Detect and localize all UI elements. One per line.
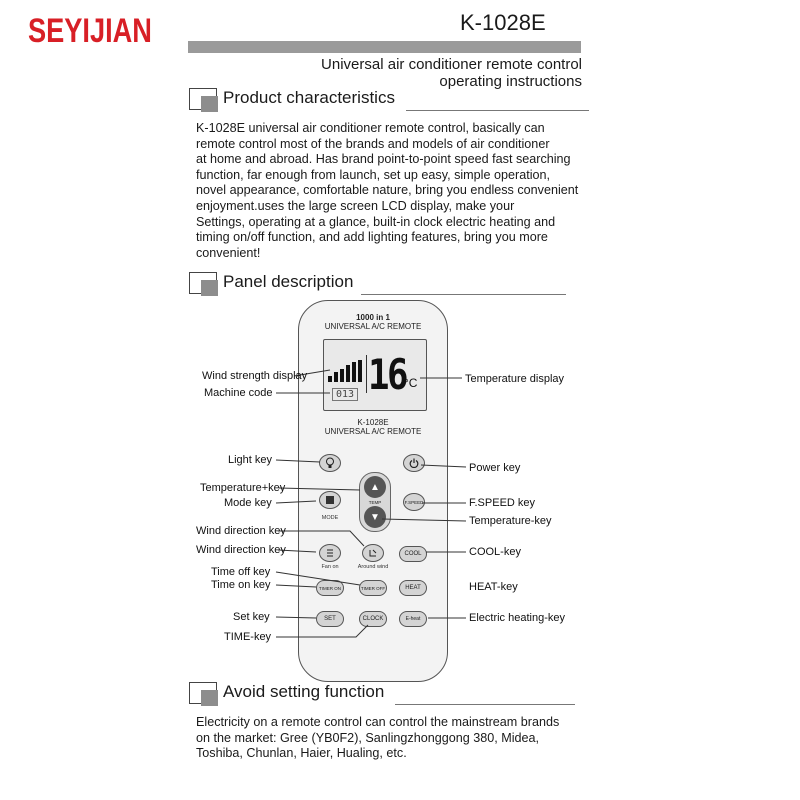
callout-temperature-plus: Temperature+key: [200, 482, 286, 494]
mode-button-label: MODE: [321, 515, 339, 521]
callout-heat-key: HEAT-key: [469, 581, 518, 593]
subtitle-line: operating instructions: [439, 73, 582, 90]
section-title: Avoid setting function: [223, 682, 385, 701]
temperature-rocker-label: TEMP: [368, 500, 382, 505]
timer-on-button[interactable]: TIMER ON: [316, 580, 344, 596]
section-square-icon: [189, 682, 219, 706]
cool-button[interactable]: COOL: [399, 546, 427, 562]
paragraph-line: K-1028E universal air conditioner remote control, basically can: [196, 121, 545, 135]
callout-fspeed-key: F.SPEED key: [469, 497, 536, 509]
temperature-unit: °C: [404, 376, 418, 390]
triangle-up-icon: ▲: [370, 481, 380, 493]
paragraph-line: Toshiba, Chunlan, Haier, Hualing, etc.: [196, 746, 407, 761]
clock-button[interactable]: CLOCK: [359, 611, 387, 627]
callout-electric-heating: Electric heating-key: [469, 612, 565, 624]
machine-code-readout: 013: [332, 388, 358, 401]
callout-set-key: Set key: [233, 611, 270, 623]
section-title: Panel description: [223, 272, 354, 291]
section-underline: [395, 704, 575, 705]
callout-cool-key: COOL-key: [469, 546, 521, 558]
callout-time-key: TIME-key: [224, 631, 272, 643]
heat-button[interactable]: HEAT: [399, 580, 427, 596]
remote-footer-line: K-1028E: [357, 418, 389, 427]
paragraph-line: novel appearance, comfortable nature, bring you endless convenient: [196, 183, 579, 198]
callout-temperature-minus: Temperature-key: [469, 515, 552, 527]
paragraph-line: convenient!: [196, 245, 261, 260]
timer-off-button[interactable]: TIMER OFF: [359, 580, 387, 596]
paragraph-line: enjoyment.uses the large screen LCD display, make your: [196, 198, 515, 213]
section-header-avoid: [189, 682, 589, 706]
avoid-description: [196, 715, 559, 762]
callout-time-off: Time off key: [211, 566, 271, 578]
fspeed-button[interactable]: F.SPEED: [403, 493, 425, 511]
around-wind-label: Around wind: [357, 564, 389, 570]
callout-wind-strength: Wind strength display: [202, 370, 308, 382]
callout-machine-code: Machine code: [204, 387, 273, 399]
paragraph-line: remote control most of the brands and models of air conditioner: [196, 136, 550, 151]
temperature-readout: 16: [368, 350, 406, 399]
model-title: K-1028E: [460, 10, 546, 35]
callout-power-key: Power key: [469, 462, 521, 474]
brand-logo: SEYIJIAN: [28, 12, 152, 50]
electric-heat-button[interactable]: E-heat: [399, 611, 427, 627]
paragraph-line: at home and abroad. Has brand point-to-point speed fast searching: [196, 152, 571, 167]
fan-on-label: Fan on: [321, 564, 339, 570]
callout-wind-direction-2: Wind direction key: [196, 544, 286, 556]
paragraph-line: on the market: Gree (YB0F2), Sanlingzhonggong 380, Midea,: [196, 730, 540, 745]
triangle-down-icon: ▼: [370, 511, 380, 523]
subtitle-line: Universal air conditioner remote control: [321, 56, 582, 73]
callout-time-on: Time on key: [211, 579, 271, 591]
remote-header-line: 1000 in 1: [356, 313, 390, 322]
paragraph-line: Electricity on a remote control can control the mainstream brands: [196, 715, 560, 729]
callout-light-key: Light key: [228, 454, 273, 466]
remote-header-line: UNIVERSAL A/C REMOTE: [324, 322, 422, 331]
paragraph-line: timing on/off function, and add lighting features, bring you more: [196, 230, 548, 245]
paragraph-line: Settings, operating at a glance, built-in clock electric heating and: [196, 214, 556, 229]
callout-temperature-display: Temperature display: [465, 373, 565, 385]
set-button[interactable]: SET: [316, 611, 344, 627]
section-title: Product characteristics: [223, 88, 395, 107]
paragraph-line: function, far enough from launch, set up easy, simple operation,: [196, 167, 550, 182]
callout-mode-key: Mode key: [224, 497, 272, 509]
callout-wind-direction-1: Wind direction key: [196, 525, 286, 537]
remote-footer-line: UNIVERSAL A/C REMOTE: [324, 427, 422, 436]
